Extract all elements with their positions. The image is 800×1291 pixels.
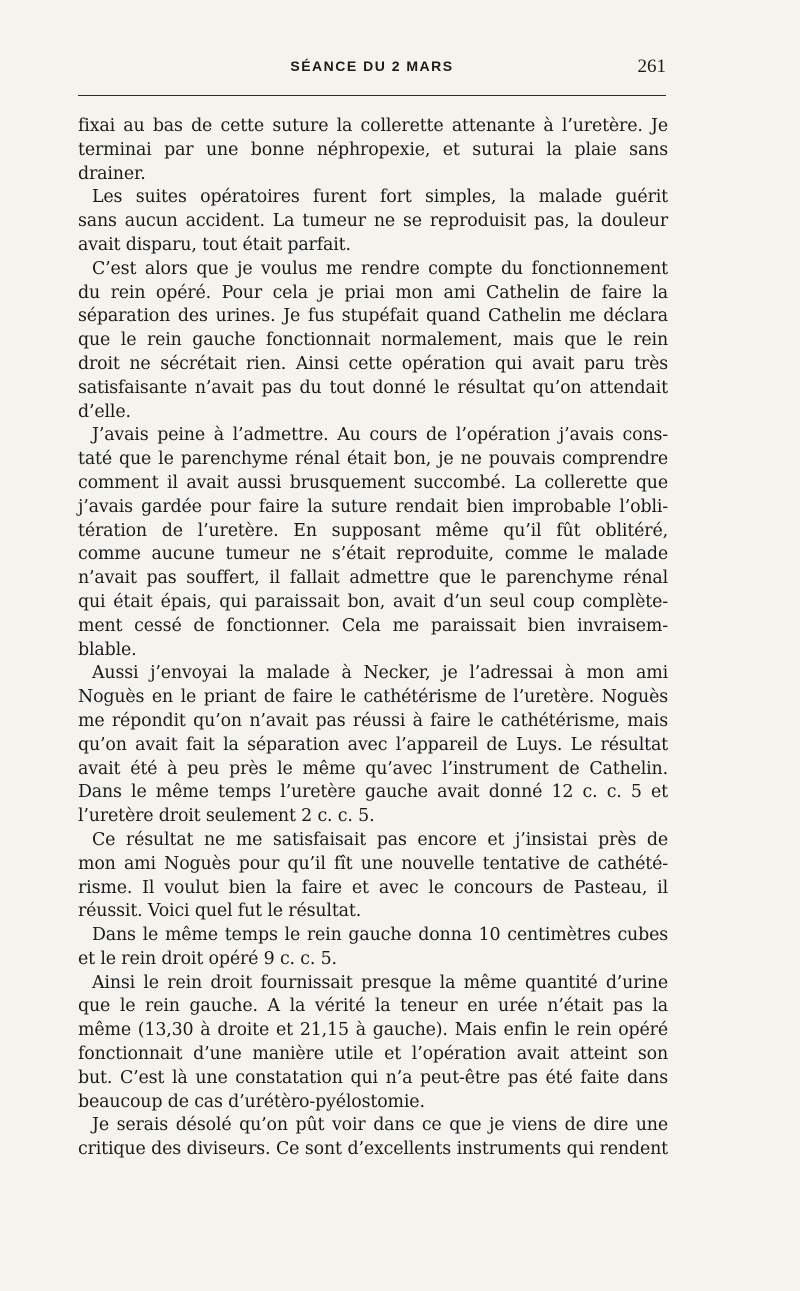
text-line: que le rein gauche. A la vérité la teneur en urée n’était pas la	[78, 996, 668, 1017]
text-line: Dans le même temps le rein gauche donna 10 centimètres cubes	[92, 925, 668, 946]
text-line: séparation des urines. Je fus stupéfait quand Cathelin me déclara	[78, 306, 668, 327]
running-title: SÉANCE DU 2 MARS	[290, 58, 454, 74]
text-line: d’elle.	[78, 401, 131, 422]
text-line: beaucoup de cas d’urétèro-pyélostomie.	[78, 1091, 425, 1112]
text-line: n’avait pas souffert, il fallait admettre que le parenchyme rénal	[78, 568, 668, 589]
text-line: Dans le même temps l’uretère gauche avait donné 12 c. c. 5 et	[78, 782, 668, 803]
text-line: C’est alors que je voulus me rendre compte du fonctionnement	[92, 258, 668, 279]
text-line: Noguès en le priant de faire le cathétérisme de l’uretère. Noguès	[78, 687, 668, 708]
text-line: du rein opéré. Pour cela je priai mon ami Cathelin de faire la	[78, 282, 668, 303]
text-line: satisfaisante n’avait pas du tout donné le résultat qu’on attendait	[78, 377, 668, 398]
text-line: sans aucun accident. La tumeur ne se reproduisit pas, la douleur	[78, 211, 668, 232]
text-line: qui était épais, qui paraissait bon, avait d’un seul coup complète-	[78, 591, 668, 612]
page-number: 261	[637, 56, 666, 77]
text-line: l’uretère droit seulement 2 c. c. 5.	[78, 806, 375, 827]
text-line: Ainsi le rein droit fournissait presque la même quantité d’urine	[92, 972, 668, 993]
text-line: et le rein droit opéré 9 c. c. 5.	[78, 948, 337, 969]
text-line: que le rein gauche fonctionnait normalement, mais que le rein	[78, 330, 668, 351]
running-head	[78, 58, 666, 84]
text-line: même (13,30 à droite et 21,15 à gauche). Mais enfin le rein opéré	[78, 1020, 668, 1041]
text-line: critique des diviseurs. Ce sont d’excellents instruments qui rendent	[78, 1139, 668, 1160]
body-text	[78, 115, 668, 1162]
text-line: j’avais gardée pour faire la suture rendait bien improbable l’obli-	[78, 496, 668, 517]
text-line: fonctionnait d’une manière utile et l’opération avait atteint son	[78, 1044, 668, 1065]
text-line: terminai par une bonne néphropexie, et suturai la plaie sans	[78, 139, 668, 160]
text-line: Je serais désolé qu’on pût voir dans ce que je viens de dire une	[92, 1115, 668, 1136]
text-line: ment cessé de fonctionner. Cela me paraissait bien invraisem-	[78, 615, 668, 636]
text-line: me répondit qu’on n’avait pas réussi à faire le cathétérisme, mais	[78, 710, 668, 731]
text-line: taté que le parenchyme rénal était bon, je ne pouvais comprendre	[78, 449, 668, 470]
text-line: Ce résultat ne me satisfaisait pas encore et j’insistai près de	[92, 829, 668, 850]
text-line: avait été à peu près le même qu’avec l’instrument de Cathelin.	[78, 758, 668, 779]
text-line: réussit. Voici quel fut le résultat.	[78, 901, 362, 922]
text-line: risme. Il voulut bien la faire et avec le concours de Pasteau, il	[78, 877, 668, 898]
text-line: Aussi j’envoyai la malade à Necker, je l’adressai à mon ami	[92, 663, 668, 684]
text-line: qu’on avait fait la séparation avec l’appareil de Luys. Le résultat	[78, 734, 668, 755]
header-rule	[78, 95, 666, 96]
text-line: droit ne sécrétait rien. Ainsi cette opération qui avait paru très	[78, 353, 668, 374]
text-line: Les suites opératoires furent fort simples, la malade guérit	[92, 187, 668, 208]
text-line: comment il avait aussi brusquement succombé. La collerette que	[78, 472, 668, 493]
text-line: fixai au bas de cette suture la collerette attenante à l’uretère. Je	[78, 116, 668, 136]
text-line: J’avais peine à l’admettre. Au cours de l’opération j’avais cons-	[92, 425, 668, 446]
text-line: blable.	[78, 639, 137, 660]
text-line: but. C’est là une constatation qui n’a peut-être pas été faite dans	[78, 1067, 668, 1088]
text-line: tération de l’uretère. En supposant même qu’il fût oblitéré,	[78, 520, 668, 541]
text-line: drainer.	[78, 163, 146, 184]
text-line: mon ami Noguès pour qu’il fît une nouvelle tentative de cathété-	[78, 853, 668, 874]
text-line: avait disparu, tout était parfait.	[78, 234, 351, 255]
text-line: comme aucune tumeur ne s’était reproduite, comme le malade	[78, 544, 668, 565]
